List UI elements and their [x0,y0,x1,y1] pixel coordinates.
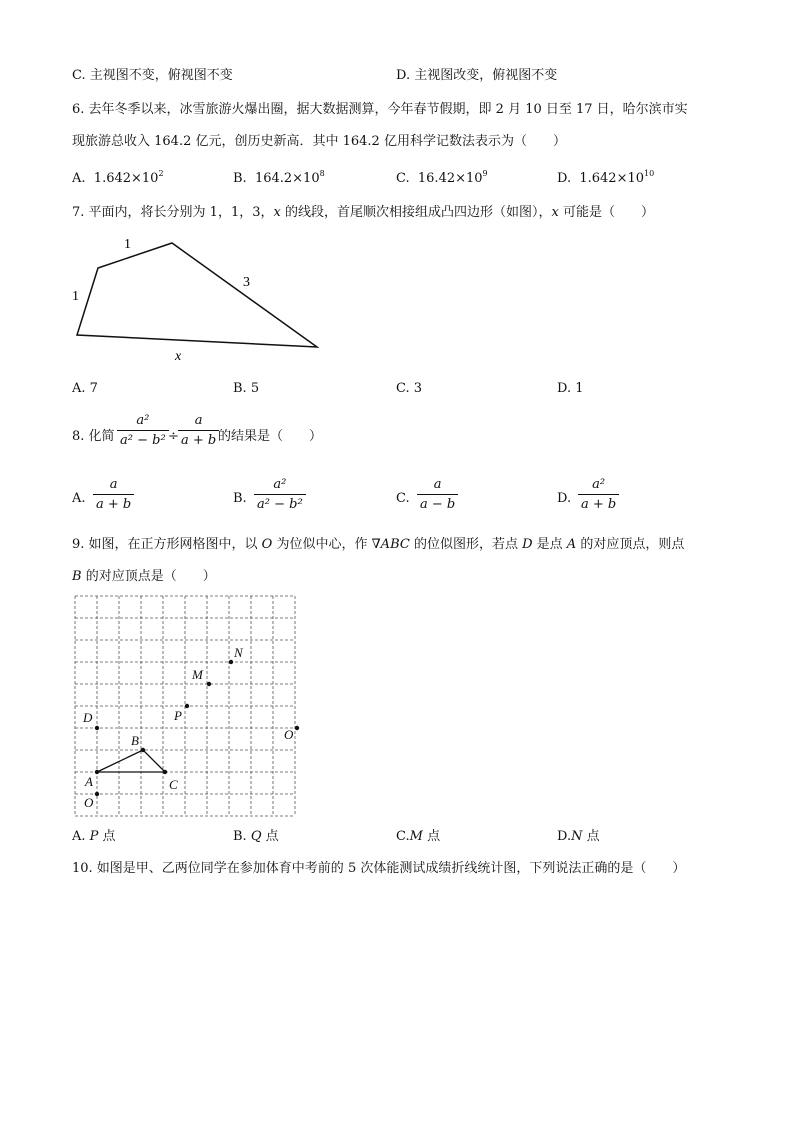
q8-option-b-fraction: $\frac{\text{a²}}{\text{a² − b²}}$ [254,478,306,511]
q10-stem: 10. 如图是甲、乙两位同学在参加体育中考前的 5 次体能测试成绩折线统计图，下列说法正确的是（ ） [72,861,686,876]
q8-option-d-fraction: $\frac{\text{a²}}{a + b}$ [578,478,619,511]
q5-option-d: D. 主视图改变，俯视图不变 [396,68,558,83]
q7-option-b: B. 5 [233,381,260,396]
point-o-bottom [95,792,99,796]
q8-fraction-1: $\frac{\text{a²}}{\text{a² − b²}}$ [117,414,169,447]
q7-option-d: D. 1 [557,381,584,396]
q9-square-grid-figure [70,592,304,820]
point-a [95,770,99,774]
q6-option-c: C. $16.42\times 10^9$ [396,169,488,186]
label-o-bottom: O [84,795,94,810]
q5-option-c: C. 主视图不变，俯视图不变 [72,68,233,83]
q6-option-d: D. $1.642\times 10^{10}$ [557,169,655,186]
q7-quadrilateral-figure [60,228,340,368]
q8-stem-suffix: 的结果是（ ） [218,429,323,444]
label-c: C [169,777,178,792]
q7-option-c: C. 3 [396,381,423,396]
label-b: B [131,733,139,748]
point-n [229,660,233,664]
triangle-abc [97,750,165,772]
point-o-right [295,726,299,730]
q9-stem-line1: 9. 如图，在正方形网格图中，以 O 为位似中心，作 ∇ABC 的位似图形，若点 D 是点 A 的对应顶点，则点 [72,537,685,552]
q7-stem: 7. 平面内，将长分别为 1，1，3，x 的线段，首尾顺次相接组成凸四边形（如图），x 可能是（ ） [72,205,654,220]
q9-option-a: A. P 点 [72,829,116,844]
q9-stem-line2: B 的对应顶点是（ ） [72,569,216,584]
q8-option-c-label: C. [396,491,410,506]
q7-option-a: A. 7 [72,381,98,396]
point-m [207,682,211,686]
q8-option-b-label: B. [233,491,247,506]
q6-stem-line1: 6. 去年冬季以来，冰雪旅游火爆出圈，据大数据测算，今年春节假期，即 2 月 10 日至 17 日，哈尔滨市实 [72,102,688,117]
label-side-top: 1 [124,237,131,252]
q9-option-b: B. Q 点 [233,829,279,844]
q6-option-a: A. $1.642\times 10^2$ [72,169,164,186]
point-b [141,748,145,752]
label-o-right: O [284,727,294,742]
label-n: N [234,645,243,660]
label-side-bottom: x [175,349,182,364]
label-side-left: 1 [72,289,79,304]
point-p [185,704,189,708]
q8-fraction-2: $\frac{a}{a + b}$ [178,414,219,447]
q8-option-c-fraction: $\frac{a}{a - b}$ [417,478,458,511]
quadrilateral-shape [77,243,317,347]
label-p: P [174,708,182,723]
label-a: A [85,774,93,789]
q6-option-b: B. $164.2\times 10^8$ [233,169,325,186]
label-m: M [192,667,203,682]
q8-option-a-label: A. [72,491,86,506]
point-d [95,726,99,730]
q9-option-d: D.N 点 [557,829,600,844]
q8-stem-prefix: 8. 化简 [72,429,115,444]
q9-option-c: C.M 点 [396,829,441,844]
point-c [163,770,167,774]
label-d: D [83,710,93,725]
q6-stem-line2: 现旅游总收入 164.2 亿元，创历史新高．其中 164.2 亿用科学记数法表示为（ ） [72,134,566,149]
q8-divide-sign: ÷ [168,429,179,444]
q8-option-a-fraction: $\frac{a}{a + b}$ [93,478,134,511]
q8-option-d-label: D. [557,491,572,506]
label-side-right: 3 [243,275,250,290]
